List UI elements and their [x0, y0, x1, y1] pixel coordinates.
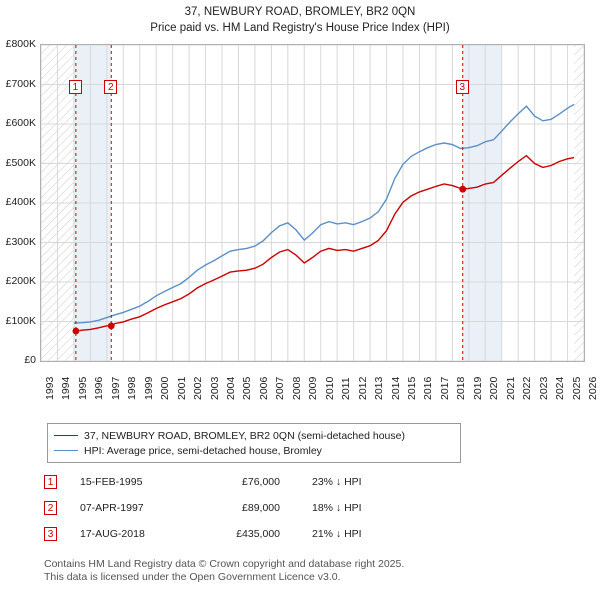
title-line-1: 37, NEWBURY ROAD, BROMLEY, BR2 0QN: [184, 6, 416, 18]
footer-line-1: Contains HM Land Registry data © Crown copyright and database right 2025.: [44, 558, 405, 570]
y-tick-label: £0: [24, 354, 36, 366]
x-tick-label: 2024: [554, 376, 567, 400]
sale-date: 07-APR-1997: [80, 502, 144, 514]
y-tick-label: £800K: [5, 38, 36, 50]
sale-marker-badge: 2: [104, 80, 117, 94]
x-tick-label: 2001: [175, 376, 188, 400]
legend-item-property: [54, 428, 454, 443]
x-tick-label: 2002: [192, 376, 205, 400]
legend-swatch-red: [54, 435, 78, 436]
x-tick-label: 2000: [159, 376, 172, 400]
sale-index-badge: 1: [44, 475, 57, 489]
sales-table: [44, 472, 524, 550]
x-tick-label: 2007: [274, 376, 287, 400]
footer-line-2: This data is licensed under the Open Government Licence v3.0.: [44, 571, 341, 583]
x-tick-label: 2013: [373, 376, 386, 400]
x-tick-label: 2011: [340, 377, 353, 400]
x-tick-label: 2008: [290, 376, 303, 400]
x-tick-label: 2021: [504, 376, 517, 400]
chart-svg: [41, 45, 584, 361]
x-tick-label: 2017: [438, 376, 451, 400]
x-tick-label: 2006: [257, 376, 270, 400]
y-axis-labels: [0, 38, 38, 366]
y-tick-label: £400K: [5, 196, 36, 208]
sale-index-badge: 2: [44, 501, 57, 515]
y-tick-label: £100K: [5, 314, 36, 327]
sale-date: 15-FEB-1995: [80, 476, 143, 488]
sale-date: 17-AUG-2018: [80, 528, 145, 540]
chart-legend: [47, 423, 461, 463]
y-tick-label: £500K: [5, 156, 36, 169]
x-tick-label: 2009: [307, 376, 320, 400]
x-tick-label: 2019: [471, 376, 484, 400]
y-tick-label: £200K: [5, 275, 36, 287]
y-tick-label: £300K: [5, 235, 36, 248]
plot-region: [40, 44, 585, 362]
x-tick-label: 1998: [126, 376, 139, 400]
footer-attribution: [44, 558, 584, 584]
sale-hpi-diff: 21% ↓ HPI: [312, 528, 362, 540]
x-tick-label: 1999: [142, 376, 155, 400]
x-tick-label: 1994: [60, 376, 73, 400]
x-tick-label: 2018: [455, 376, 468, 400]
x-tick-label: 1995: [76, 376, 89, 400]
sale-price: £89,000: [242, 502, 280, 514]
title-line-2: Price paid vs. HM Land Registry's House Price Index (HPI): [150, 22, 450, 34]
x-tick-label: 2005: [241, 376, 254, 400]
sale-index-badge: 3: [44, 527, 57, 541]
x-tick-label: 1997: [109, 376, 122, 400]
x-tick-label: 1996: [93, 376, 106, 400]
sale-hpi-diff: 23% ↓ HPI: [312, 476, 362, 488]
x-tick-label: 2014: [389, 376, 402, 400]
sale-marker-badge: 3: [456, 80, 469, 94]
y-tick-label: £700K: [5, 77, 36, 90]
sale-price: £435,000: [236, 528, 280, 540]
x-tick-label: 2023: [537, 376, 550, 400]
sale-hpi-diff: 18% ↓ HPI: [312, 502, 362, 514]
page-title: [0, 4, 600, 36]
x-tick-label: 2022: [521, 376, 534, 400]
sale-marker-badge: 1: [69, 80, 82, 94]
x-tick-label: 2026: [587, 376, 599, 400]
x-tick-label: 2015: [406, 376, 418, 400]
x-tick-label: 2012: [356, 376, 369, 400]
x-tick-label: 2016: [422, 376, 435, 400]
legend-swatch-blue: [54, 450, 78, 451]
table-row: [44, 472, 524, 498]
x-axis-labels: [40, 366, 599, 406]
x-tick-label: 2004: [225, 376, 237, 400]
x-tick-label: 2025: [570, 376, 583, 400]
legend-label-hpi: HPI: Average price, semi-detached house, Bromley: [84, 444, 322, 457]
legend-item-hpi: [54, 443, 454, 458]
legend-label-property: 37, NEWBURY ROAD, BROMLEY, BR2 0QN (semi-detached house): [84, 429, 405, 442]
x-tick-label: 2020: [488, 376, 501, 400]
table-row: [44, 498, 524, 524]
chart-area: [40, 44, 585, 362]
x-tick-label: 1993: [44, 376, 56, 400]
y-tick-label: £600K: [5, 117, 36, 129]
sale-price: £76,000: [242, 476, 280, 488]
x-tick-label: 2003: [208, 376, 221, 400]
x-tick-label: 2010: [323, 376, 336, 400]
table-row: [44, 524, 524, 550]
